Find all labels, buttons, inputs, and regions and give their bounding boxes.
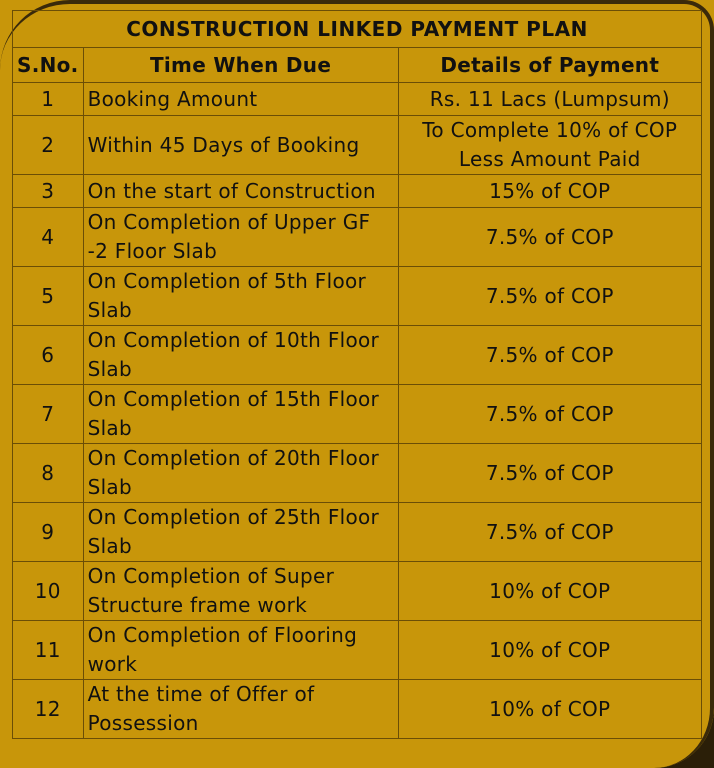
table-row — [13, 267, 702, 326]
time-when-due: On Completion of 15th Floor Slab — [83, 385, 398, 444]
table-row — [13, 83, 702, 116]
payment-detail: 10% of COP — [398, 680, 701, 739]
payment-detail: 10% of COP — [398, 562, 701, 621]
table-row — [13, 385, 702, 444]
payment-detail: 7.5% of COP — [398, 326, 701, 385]
row-number: 5 — [13, 267, 84, 326]
title-row — [13, 11, 702, 48]
time-when-due: On Completion of 20th Floor Slab — [83, 444, 398, 503]
table-row — [13, 175, 702, 208]
table-row — [13, 444, 702, 503]
header-time-when-due: Time When Due — [83, 48, 398, 83]
time-when-due: On Completion of Super Structure frame work — [83, 562, 398, 621]
row-number: 1 — [13, 83, 84, 116]
row-number: 8 — [13, 444, 84, 503]
table-row — [13, 208, 702, 267]
table-row — [13, 503, 702, 562]
row-number: 3 — [13, 175, 84, 208]
header-sno: S.No. — [13, 48, 84, 83]
payment-detail: Rs. 11 Lacs (Lumpsum) — [398, 83, 701, 116]
row-number: 9 — [13, 503, 84, 562]
row-number: 7 — [13, 385, 84, 444]
payment-detail: To Complete 10% of COP Less Amount Paid — [398, 116, 701, 175]
time-when-due: On Completion of 25th Floor Slab — [83, 503, 398, 562]
time-when-due: Booking Amount — [83, 83, 398, 116]
table-title: CONSTRUCTION LINKED PAYMENT PLAN — [13, 11, 702, 48]
table-row — [13, 116, 702, 175]
table-row — [13, 562, 702, 621]
row-number: 10 — [13, 562, 84, 621]
time-when-due: On Completion of Upper GF -2 Floor Slab — [83, 208, 398, 267]
time-when-due: Within 45 Days of Booking — [83, 116, 398, 175]
row-number: 2 — [13, 116, 84, 175]
payment-detail: 15% of COP — [398, 175, 701, 208]
payment-detail: 10% of COP — [398, 621, 701, 680]
payment-detail: 7.5% of COP — [398, 503, 701, 562]
header-row — [13, 48, 702, 83]
row-number: 4 — [13, 208, 84, 267]
row-number: 12 — [13, 680, 84, 739]
payment-detail: 7.5% of COP — [398, 444, 701, 503]
time-when-due: On the start of Construction — [83, 175, 398, 208]
payment-detail: 7.5% of COP — [398, 208, 701, 267]
time-when-due: At the time of Offer of Possession — [83, 680, 398, 739]
payment-detail: 7.5% of COP — [398, 267, 701, 326]
header-details-of-payment: Details of Payment — [398, 48, 701, 83]
row-number: 11 — [13, 621, 84, 680]
time-when-due: On Completion of 10th Floor Slab — [83, 326, 398, 385]
payment-plan-table — [12, 10, 702, 739]
row-number: 6 — [13, 326, 84, 385]
table-row — [13, 326, 702, 385]
table-row — [13, 621, 702, 680]
time-when-due: On Completion of 5th Floor Slab — [83, 267, 398, 326]
time-when-due: On Completion of Flooring work — [83, 621, 398, 680]
table-row — [13, 680, 702, 739]
payment-detail: 7.5% of COP — [398, 385, 701, 444]
